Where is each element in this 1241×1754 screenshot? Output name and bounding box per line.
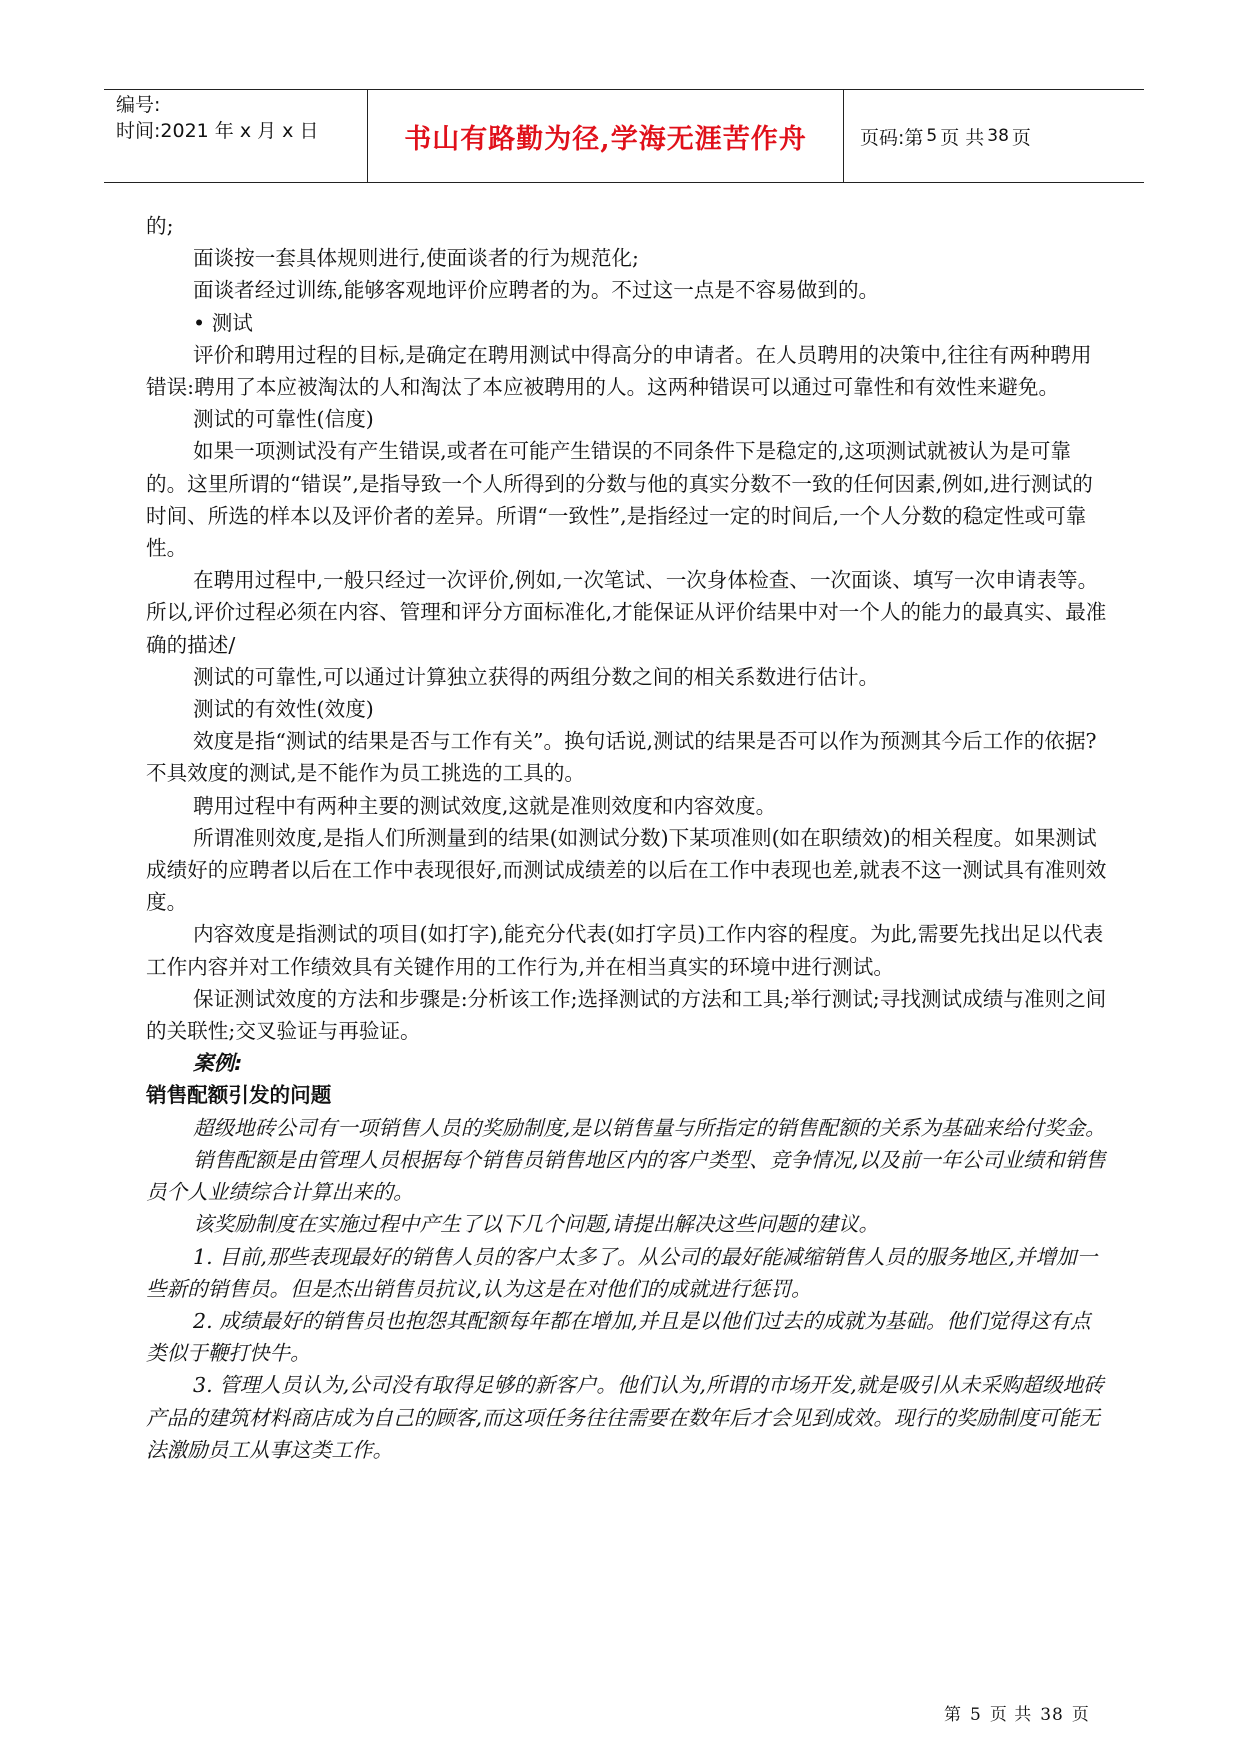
header-left: [116, 90, 366, 184]
paragraph: 超级地砖公司有一项销售人员的奖励制度,是以销售量与所指定的销售配额的关系为基础来给付奖金。: [193, 1115, 1106, 1140]
page-suffix: 页: [1011, 126, 1031, 149]
page-mid: 页 共: [940, 126, 985, 149]
footer-page-number: 5: [970, 1705, 982, 1725]
footer-total: 38: [1040, 1705, 1064, 1725]
paragraph: 1. 目前,那些表现最好的销售人员的客户太多了。从公司的最好能减缩销售人员的服务地区,并增加一些新的销售员。但是杰出销售员抗议,认为这是在对他们的成就进行惩罚。: [146, 1244, 1098, 1301]
paragraph: 面谈者经过训练,能够客观地评价应聘者的为。不过这一点是不容易做到的。: [193, 278, 880, 303]
page-total: 38: [987, 126, 1009, 146]
paragraph: 测试的有效性(效度): [193, 697, 374, 722]
header-page-info: [844, 90, 1160, 182]
paragraph: 该奖励制度在实施过程中产生了以下几个问题,请提出解决这些问题的建议。: [193, 1212, 880, 1237]
page-header: [104, 89, 1144, 183]
page-number: 5: [926, 126, 938, 146]
paragraph: 聘用过程中有两种主要的测试效度,这就是准则效度和内容效度。: [193, 793, 777, 818]
paragraph: • 测试: [193, 310, 253, 335]
paragraph: 所谓准则效度,是指人们所测量到的结果(如测试分数)下某项准则(如在职绩效)的相关程度。如果测试成绩好的应聘者以后在工作中表现很好,而测试成绩差的以后在工作中表现也差,就表不这一测试具有准则效度。: [146, 825, 1107, 915]
paragraph: 评价和聘用过程的目标,是确定在聘用测试中得高分的申请者。在人员聘用的决策中,往往有两种聘用错误:聘用了本应被淘汰的人和淘汰了本应被聘用的人。这两种错误可以通过可靠性和有效性来避免。: [146, 342, 1092, 400]
footer-mid: 页 共: [989, 1705, 1033, 1725]
paragraph: 内容效度是指测试的项目(如打字),能充分代表(如打字员)工作内容的程度。为此,需要先找出足以代表工作内容并对工作绩效具有关键作用的工作行为,并在相当真实的环境中进行测试。: [146, 922, 1104, 979]
document-time-label: 时间:2021 年 x 月 x 日: [116, 120, 319, 142]
paragraph: 2. 成绩最好的销售员也抱怨其配额每年都在增加,并且是以他们过去的成就为基础。他们觉得这有点类似于鞭打快牛。: [146, 1308, 1091, 1366]
case-title: 销售配额引发的问题: [146, 1083, 332, 1108]
paragraph: 测试的可靠性(信度): [193, 407, 374, 432]
footer-prefix: 第: [944, 1705, 962, 1725]
paragraph: 面谈按一套具体规则进行,使面谈者的行为规范化;: [193, 246, 639, 271]
paragraph: 保证测试效度的方法和步骤是:分析该工作;选择测试的方法和工具;举行测试;寻找测试成绩与准则之间的关联性;交叉验证与再验证。: [146, 986, 1107, 1044]
paragraph: 的;: [146, 214, 174, 238]
footer-suffix: 页: [1071, 1705, 1090, 1725]
paragraph: 销售配额是由管理人员根据每个销售员销售地区内的客户类型、竞争情况,以及前一年公司业绩和销售员个人业绩综合计算出来的。: [146, 1147, 1106, 1205]
header-motto: 书山有路勤为径,学海无涯苦作舟: [367, 90, 844, 182]
page-footer: [940, 1700, 1094, 1725]
paragraph: 在聘用过程中,一般只经过一次评价,例如,一次笔试、一次身体检查、一次面谈、填写一次申请表等。所以,评价过程必须在内容、管理和评分方面标准化,才能保证从评价结果中对一个人的能力的最真实、最准确的描述/: [146, 568, 1107, 657]
paragraph: 3. 管理人员认为,公司没有取得足够的新客户。他们认为,所谓的市场开发,就是吸引从未采购超级地砖产品的建筑材料商店成为自己的顾客,而这项任务往往需要在数年后才会见到成效。现行的奖励制度可能无法激励员工从事这类工作。: [146, 1373, 1104, 1462]
page-prefix: 页码:第: [860, 126, 924, 149]
document-body: [146, 210, 1108, 1466]
document-number-label: 编号:: [116, 94, 161, 116]
paragraph: 效度是指“测试的结果是否与工作有关”。换句话说,测试的结果是否可以作为预测其今后工作的依据?不具效度的测试,是不能作为员工挑选的工具的。: [146, 729, 1097, 786]
case-label: 案例:: [193, 1051, 243, 1076]
paragraph: 如果一项测试没有产生错误,或者在可能产生错误的不同条件下是稳定的,这项测试就被认为是可靠的。这里所谓的“错误”,是指导致一个人所得到的分数与他的真实分数不一致的任何因素,例如,进行测试的时间、所选的样本以及评价者的差异。所谓“一致性”,是指经过一定的时间后,一个人分数的稳定性或可靠性。: [146, 439, 1093, 561]
paragraph: 测试的可靠性,可以通过计算独立获得的两组分数之间的相关系数进行估计。: [193, 664, 880, 689]
